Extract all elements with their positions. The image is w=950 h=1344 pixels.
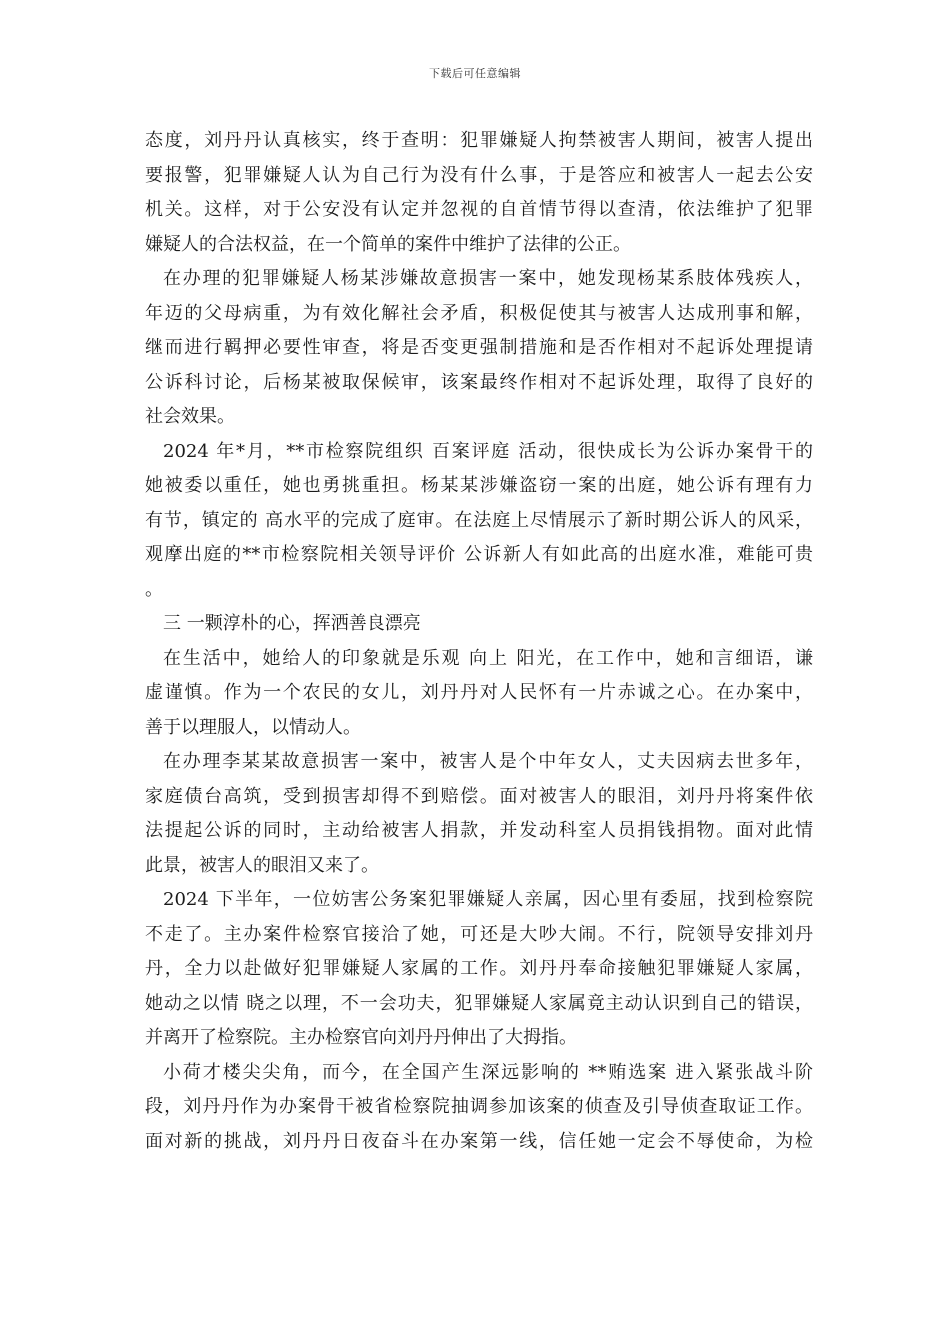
text-line: 有节，镇定的 高水平的完成了庭审。在法庭上尽情展示了新时期公诉人的风采， [145, 509, 813, 531]
text-line: 社会效果。 [145, 406, 235, 427]
text-line: 在办理的犯罪嫌疑人杨某涉嫌故意损害一案中，她发现杨某系肢体残疾人， [163, 268, 813, 289]
text-line: 小荷才楼尖尖角，而今，在全国产生深远影响的 **贿选案 进入紧张战斗阶 [163, 1061, 813, 1083]
text-line: 机关。这样，对于公安没有认定并忽视的自首情节得以查清，依法维护了犯罪 [145, 199, 813, 220]
text-line: 此景，被害人的眼泪又来了。 [145, 854, 379, 876]
document-body [145, 124, 813, 1159]
text-line: 态度，刘丹丹认真核实，终于查明：犯罪嫌疑人拘禁被害人期间，被害人提出 [145, 130, 813, 151]
text-line: 她动之以情 晓之以理，不一会功夫，犯罪嫌疑人家属竟主动认识到自己的错误， [145, 992, 813, 1014]
text-line: 虚谨慎。作为一个农民的女儿，刘丹丹对人民怀有一片赤诚之心。在办案中， [145, 682, 813, 703]
text-line: 丹，全力以赴做好犯罪嫌疑人家属的工作。刘丹丹奉命接触犯罪嫌疑人家属， [145, 958, 813, 979]
text-line: 她被委以重任，她也勇挑重担。杨某某涉嫌盗窃一案的出庭，她公诉有理有力 [145, 475, 813, 496]
page-header-note: 下载后可任意编辑 [429, 67, 521, 80]
text-line: 观摩出庭的**市检察院相关领导评价 公诉新人有如此高的出庭水准，难能可贵 [145, 544, 813, 565]
text-line: 继而进行羁押必要性审查，将是否变更强制措施和是否作相对不起诉处理提请 [145, 337, 813, 358]
text-line: 要报警，犯罪嫌疑人认为自己行为没有什么事，于是答应和被害人一起去公安 [145, 164, 813, 186]
text-line: 嫌疑人的合法权益，在一个简单的案件中维护了法律的公正。 [145, 233, 631, 255]
text-line: 家庭债台高筑，受到损害却得不到赔偿。面对被害人的眼泪，刘丹丹将案件依 [145, 785, 813, 807]
text-line: 公诉科讨论，后杨某被取保候审，该案最终作相对不起诉处理，取得了良好的 [145, 371, 813, 393]
text-line: 在生活中，她给人的印象就是乐观 向上 阳光，在工作中，她和言细语，谦 [163, 647, 813, 669]
text-line: 2024 年*月，**市检察院组织 百案评庭 活动，很快成长为公诉办案骨干的 [163, 440, 813, 462]
text-line: 2024 下半年，一位妨害公务案犯罪嫌疑人亲属，因心里有委屈，找到检察院 [163, 889, 813, 910]
text-line: 在办理李某某故意损害一案中，被害人是个中年女人，丈夫因病去世多年， [163, 751, 813, 772]
text-line: 不走了。主办案件检察官接洽了她，可还是大吵大闹。不行，院领导安排刘丹 [145, 923, 813, 945]
text-line: 面对新的挑战，刘丹丹日夜奋斗在办案第一线，信任她一定会不辱使命，为检 [145, 1130, 813, 1152]
text-line: 三 一颗淳朴的心，挥洒善良漂亮 [163, 613, 421, 634]
text-line: 善于以理服人，以情动人。 [145, 716, 361, 738]
text-line: 段，刘丹丹作为办案骨干被省检察院抽调参加该案的侦查及引导侦查取证工作。 [145, 1096, 813, 1117]
text-line: 法提起公诉的同时，主动给被害人捐款，并发动科室人员捐钱捐物。面对此情 [145, 820, 813, 841]
text-line: 并离开了检察院。主办检察官向刘丹丹伸出了大拇指。 [145, 1027, 577, 1048]
text-line: 。 [145, 578, 163, 600]
text-line: 年迈的父母病重，为有效化解社会矛盾，积极促使其与被害人达成刑事和解， [145, 302, 813, 324]
